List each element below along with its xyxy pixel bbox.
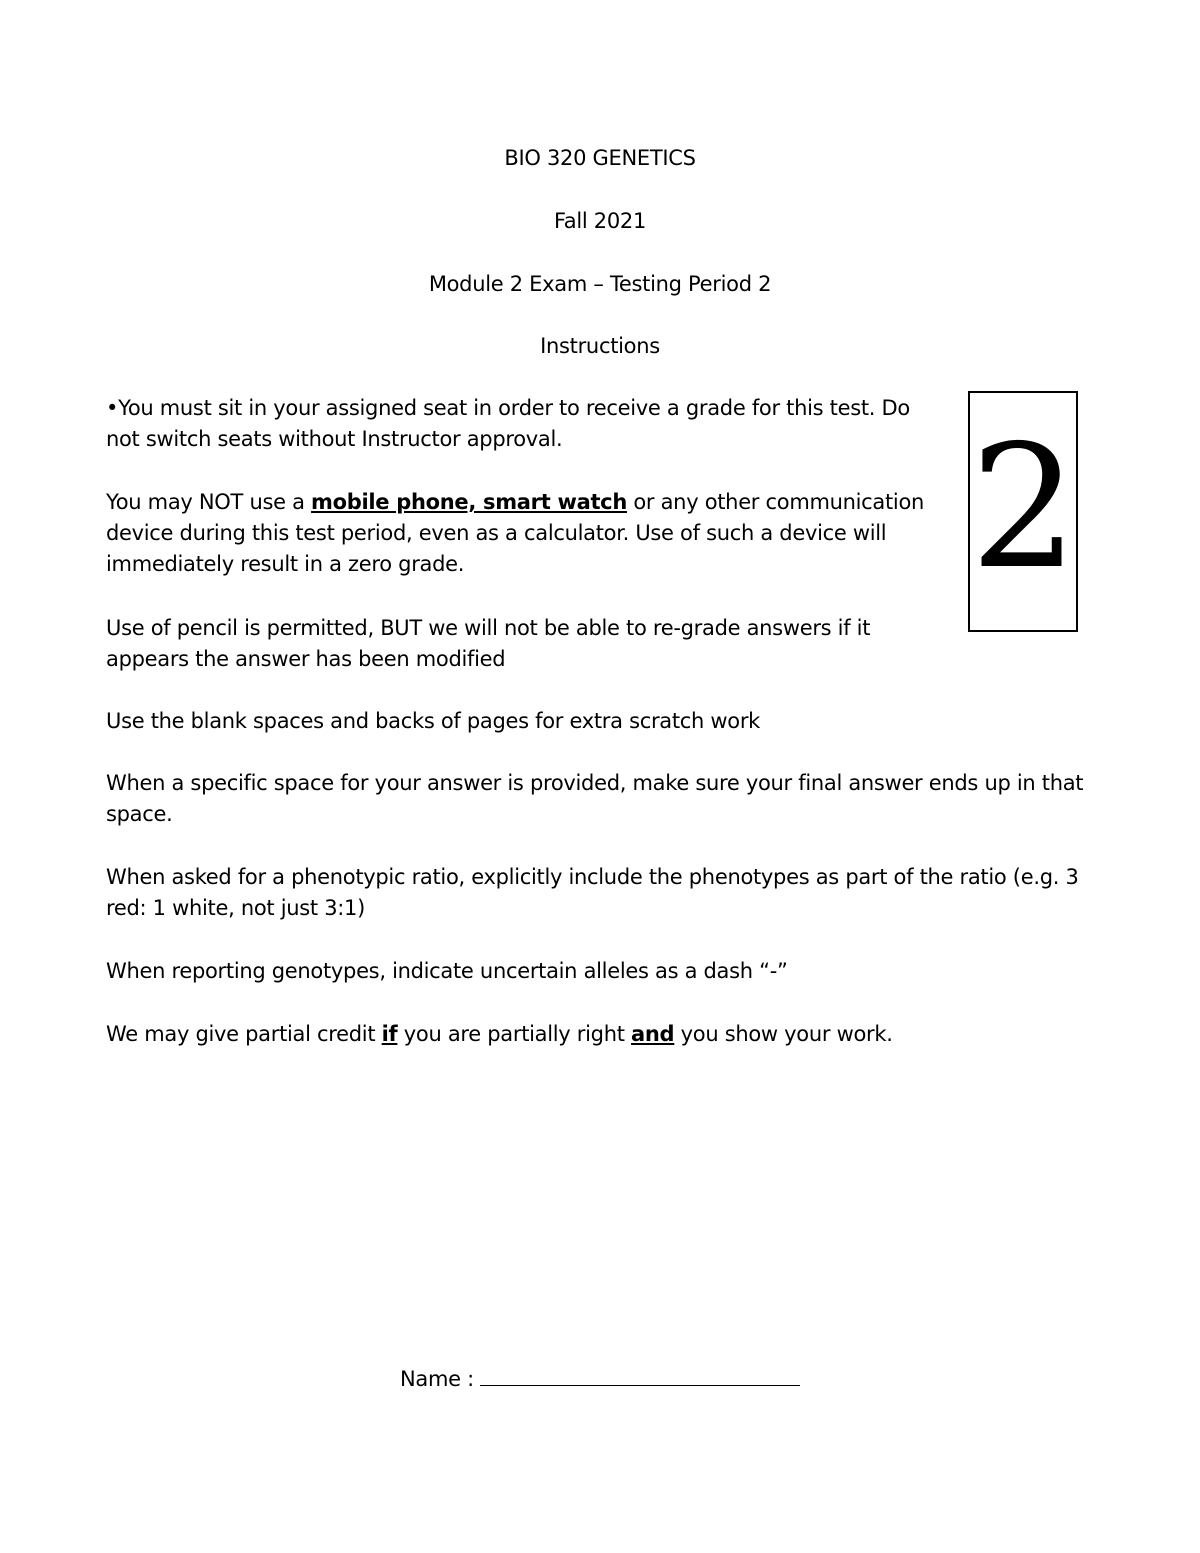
instruction-ratio-line-1: When asked for a phenotypic ratio, explicitly include the phenotypes as part of the ratio (e.g. 3: [106, 865, 1079, 889]
exam-version-box: [968, 391, 1078, 632]
instruction-credit: [106, 1019, 893, 1050]
exam-version-number: 2: [970, 409, 1079, 607]
instruction-genotypes-line-1: When reporting genotypes, indicate uncertain alleles as a dash “-”: [106, 959, 788, 983]
instruction-credit-and: and: [631, 1022, 675, 1046]
instruction-pencil-line-2: appears the answer has been modified: [106, 647, 506, 671]
name-blank-line[interactable]: [480, 1367, 800, 1386]
term-label: Fall 2021: [553, 209, 647, 233]
name-label: Name :: [400, 1367, 474, 1391]
instructions-heading: Instructions: [540, 334, 660, 358]
course-title: BIO 320 GENETICS: [504, 146, 696, 170]
name-field-row: [400, 1366, 800, 1392]
instruction-seat-line-1: •You must sit in your assigned seat in order to receive a grade for this test. Do: [106, 396, 910, 420]
instruction-credit-pre: We may give partial credit: [106, 1022, 382, 1046]
instruction-devices-emphasis: mobile phone, smart watch: [311, 490, 627, 514]
instruction-answer-space-line-2: space.: [106, 802, 173, 826]
instruction-scratch-line-1: Use the blank spaces and backs of pages for extra scratch work: [106, 709, 761, 733]
instruction-pencil: [106, 613, 870, 675]
instruction-seat: [106, 393, 910, 455]
instruction-devices-line-2: device during this test period, even as a calculator. Use of such a device will: [106, 521, 887, 545]
instruction-genotypes: [106, 956, 788, 987]
instruction-credit-if: if: [381, 1022, 398, 1046]
instruction-devices-pre: You may NOT use a: [106, 490, 312, 514]
instruction-credit-line-1: [106, 1019, 893, 1050]
instruction-ratio: [106, 862, 1079, 924]
instruction-seat-line-2: not switch seats without Instructor approval.: [106, 427, 563, 451]
instruction-answer-space-line-1: When a specific space for your answer is provided, make sure your final answer ends up in that: [106, 771, 1084, 795]
exam-title: Module 2 Exam – Testing Period 2: [428, 272, 772, 296]
instruction-devices-line-3: immediately result in a zero grade.: [106, 552, 465, 576]
instruction-credit-mid: you are partially right: [397, 1022, 632, 1046]
instruction-credit-post: you show your work.: [674, 1022, 893, 1046]
instruction-scratch: [106, 706, 760, 737]
instruction-devices: [106, 487, 924, 580]
instruction-pencil-line-1: Use of pencil is permitted, BUT we will not be able to re-grade answers if it: [106, 616, 871, 640]
instruction-devices-post: or any other communication: [626, 490, 925, 514]
instruction-devices-line-1: [106, 487, 924, 518]
instruction-ratio-line-2: red: 1 white, not just 3:1): [106, 896, 365, 920]
instruction-answer-space: [106, 768, 1083, 830]
